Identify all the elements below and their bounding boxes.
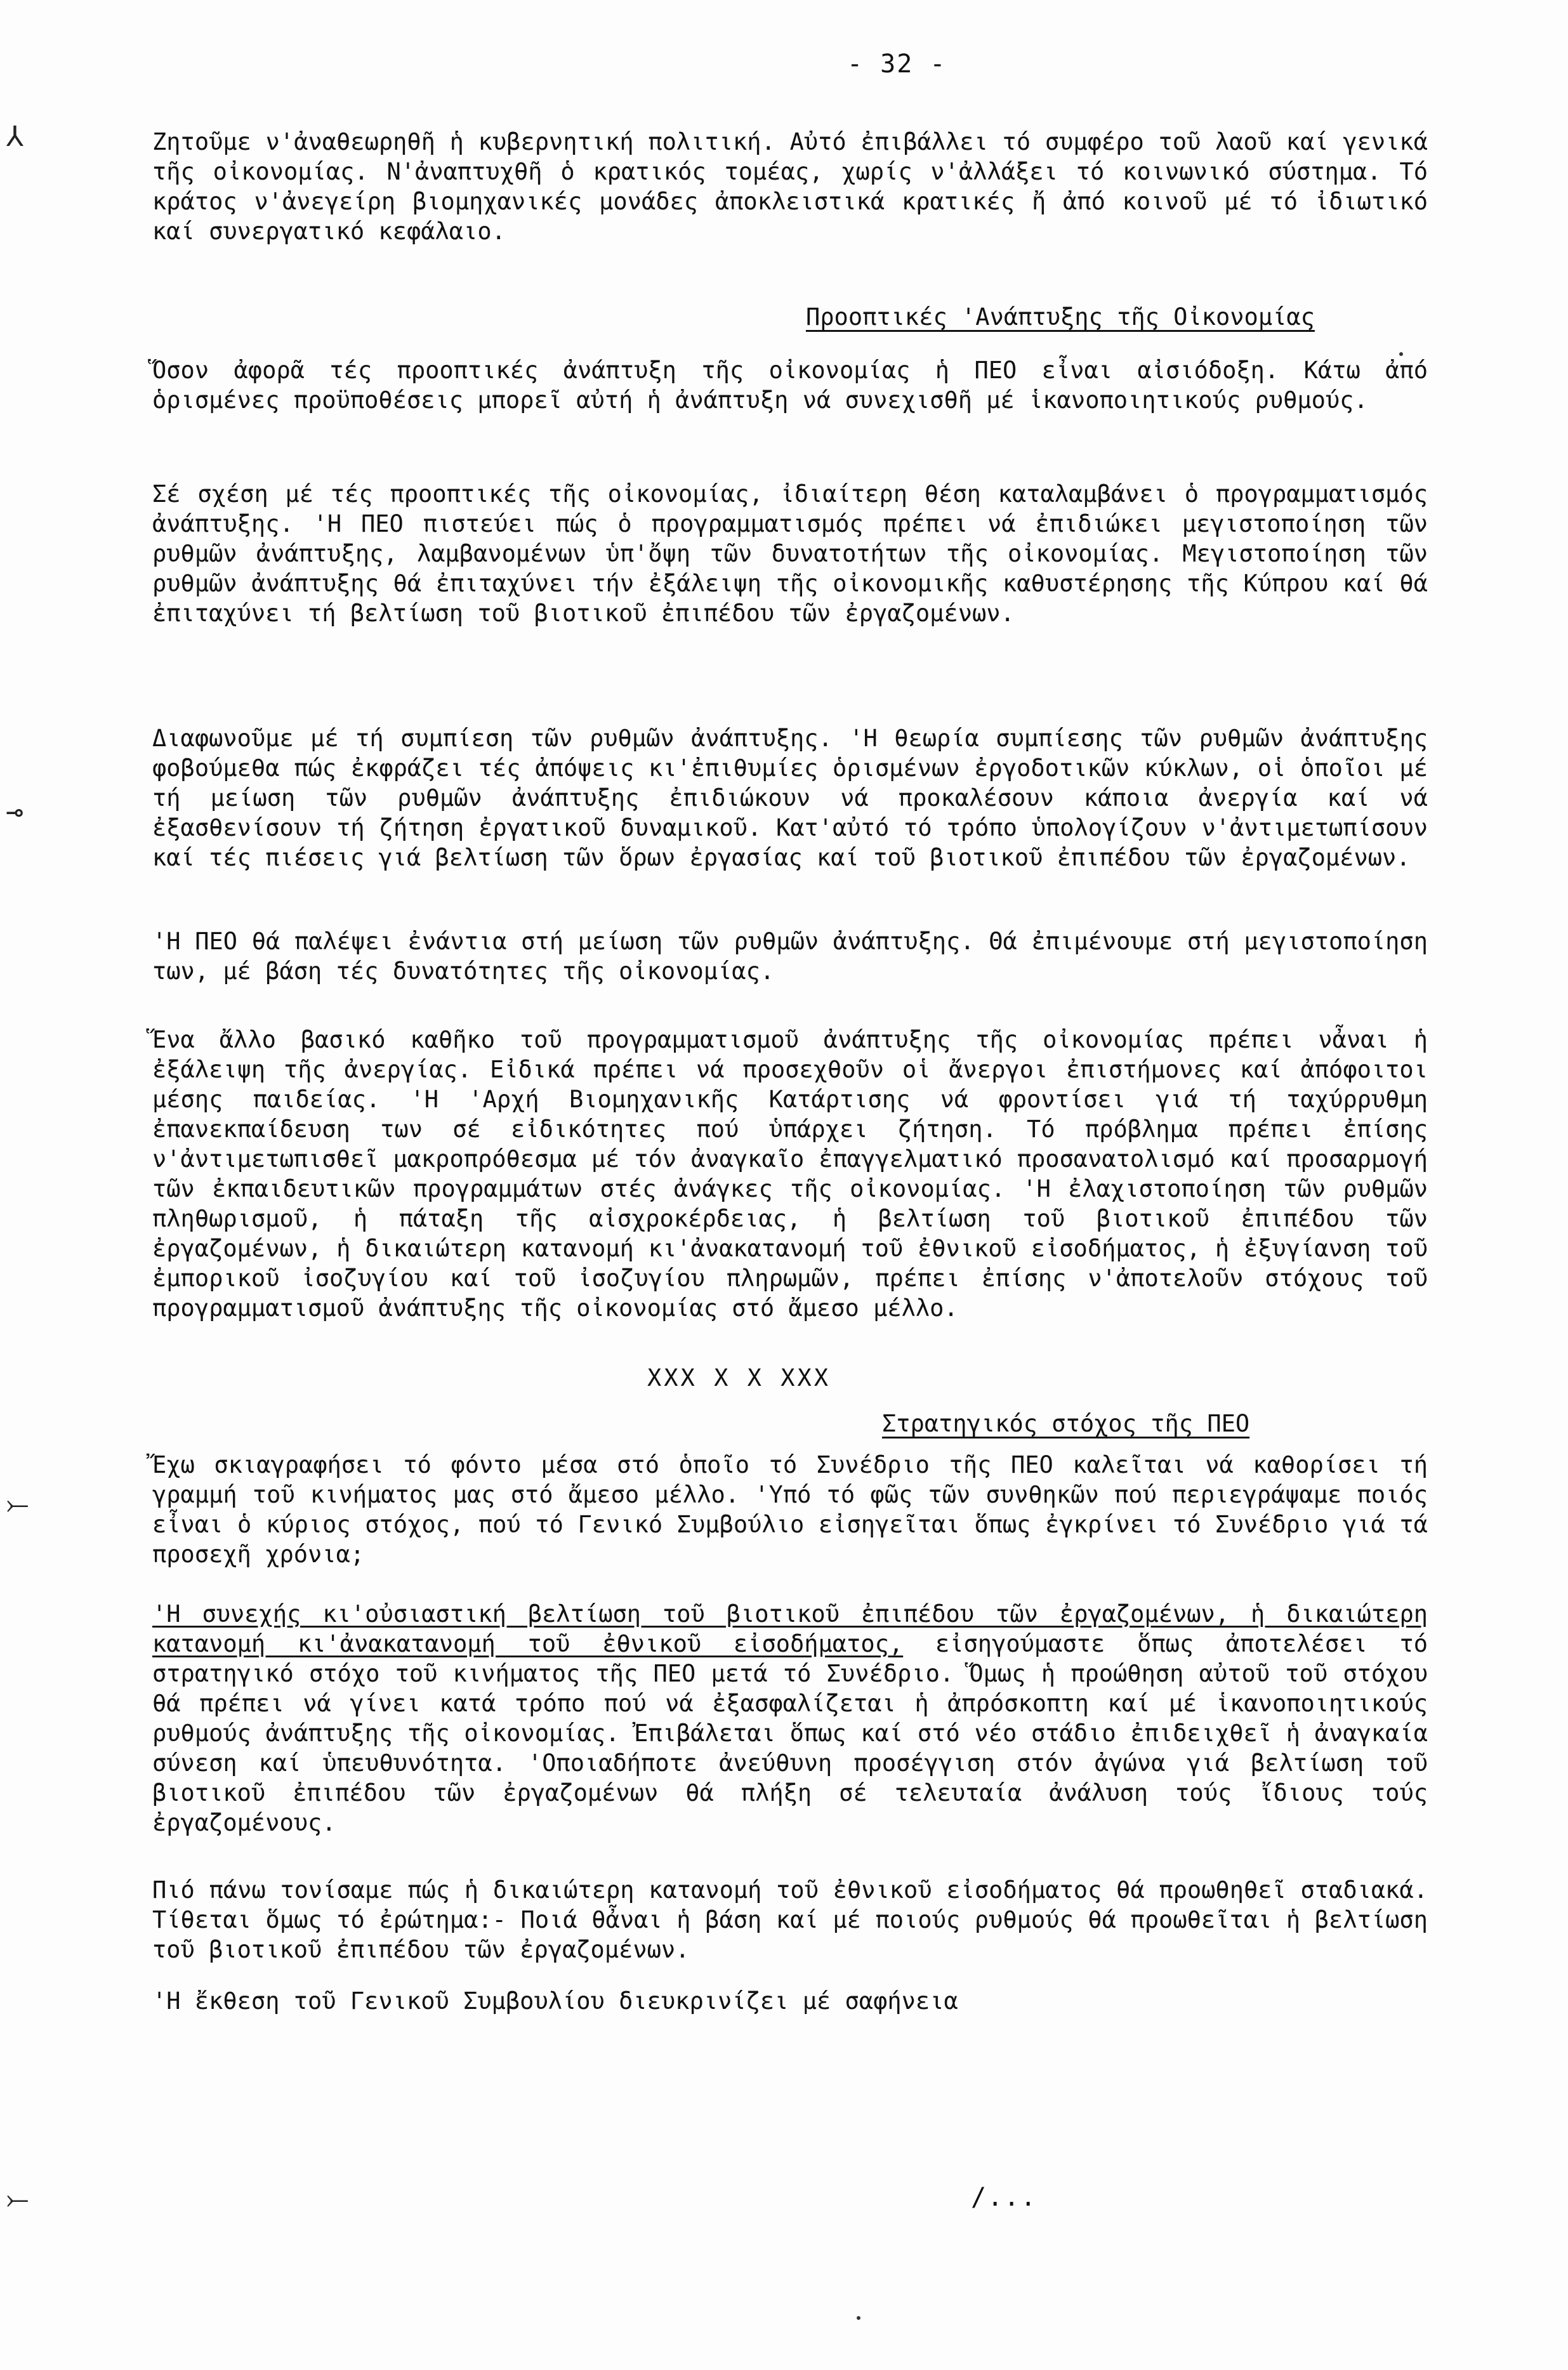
emphasized-goal-statement: 'Η συνεχής κι'οὐσιαστική βελτίωση τοῦ βιοτικοῦ ἐπιπέδου τῶν ἐργαζομένων, ἡ δικαιώτερη κατανομή κι'ἀνακατανομή τοῦ ἐθνικοῦ εἰσοδήματος,	[152, 1600, 1428, 1657]
paragraph-peo-optimistic: Ὅσον ἀφορᾶ τές προοπτικές ἀνάπτυξη τῆς οἰκονομίας ἡ ΠΕΟ εἶναι αἰσιόδοξη. Κάτω ἀπό ὁρισμένες προϋποθέσεις μπορεῖ αὐτή ἡ ἀνάπτυξη νά συνεχισθῆ μέ ἱκανοποιητικούς ρυθμούς.	[152, 357, 1428, 414]
margin-mark: ⤚	[6, 2183, 29, 2215]
paragraph-income-distribution: Πιό πάνω τονίσαμε πώς ἡ δικαιώτερη κατανομή τοῦ ἐθνικοῦ εἰσοδήματος θά προωθηθεῖ σταδιακά. Τίθεται ὅμως τό ἐρώτημα:- Ποιά θἆναι ἡ βάση καί μέ ποιούς ρυθμούς θά προωθεῖται ἡ βελτίωση τοῦ βιοτικοῦ ἐπιπέδου τῶν ἐργαζομένων.	[152, 1876, 1428, 1963]
goal-explanation: εἰσηγούμαστε ὅπως ἀποτελέσει τό στρατηγικό στόχο τοῦ κινήματος τῆς ΠΕΟ μετά τό Συνέδριο. Ὅμως ἡ προώθηση αὐτοῦ τοῦ στόχου θά πρέπει νά γίνει κατά τρόπο πού νά ἐξασφαλίζεται ἡ ἀπρόσκοπτη καί μέ ἱκανοποιητικούς ρυθμούς ἀνάπτυξης τῆς οἰκονομίας. Ἐπιβάλεται ὅπως καί στό νέο στάδιο ἐπιδειχθεῖ ἡ ἀναγκαία σύνεση καί ὑπευθυνότητα. 'Οποιαδήποτε ἀνεύθυνη προσέγγιση στόν ἀγώνα γιά βελτίωση τοῦ βιοτικοῦ ἐπιπέδου τῶν ἐργαζομένων θά πλήξη σέ τελευταία ἀνάλυση τούς ἴδιους τούς ἐργαζομένους.	[152, 1630, 1428, 1836]
paragraph-development-planning: Σέ σχέση μέ τές προοπτικές τῆς οἰκονομίας, ἰδιαίτερη θέση καταλαμβάνει ὁ προγραμματισμός ἀνάπτυξης. 'Η ΠΕΟ πιστεύει πώς ὁ προγραμματισμός πρέπει νά ἐπιδιώκει μεγιστοποίηση τῶν ρυθμῶν ἀνάπτυξης, λαμβανομένων ὑπ'ὄψη τῶν δυνατοτήτων τῆς οἰκονομίας. Μεγιστοποίηση τῶν ρυθμῶν ἀνάπτυξης θά ἐπιταχύνει τήν ἐξάλειψη τῆς οἰκονομικῆς καθυστέρησης τῆς Κύπρου καί θά ἐπιταχύνει τή βελτίωση τοῦ βιοτικοῦ ἐπιπέδου τῶν ἐργαζομένων.	[152, 480, 1428, 627]
paragraph-congress-background: Ἔχω σκιαγραφήσει τό φόντο μέσα στό ὁποῖο τό Συνέδριο τῆς ΠΕΟ καλεῖται νά καθορίσει τή γραμμή τοῦ κινήματος μας στό ἄμεσο μέλλο. 'Υπό τό φῶς τῶν συνθηκῶν πού περιεγράψαμε ποιός εἶναι ὁ κύριος στόχος, πού τό Γενικό Συμβούλιο εἰσηγεῖται ὅπως ἐγκρίνει τό Συνέδριο γιά τά προσεχῆ χρόνια;	[152, 1451, 1428, 1568]
paragraph-government-policy: Ζητοῦμε ν'ἀναθεωρηθῆ ἡ κυβερνητική πολιτική. Αὐτό ἐπιβάλλει τό συμφέρο τοῦ λαοῦ καί γενικά τῆς οἰκονομίας. Ν'ἀναπτυχθῆ ὁ κρατικός τομέας, χωρίς ν'ἀλλάξει τό κοινωνικό σύστημα. Τό κράτος ν'ἀνεγείρη βιομηχανικές μονάδες ἀποκλειστικά κρατικές ἤ ἀπό κοινοῦ μέ τό ἰδιωτικό καί συνεργατικό κεφάλαιο.	[152, 128, 1428, 245]
paragraph-strategic-goal	[152, 1599, 1428, 1838]
paragraph-general-council-report: 'Η ἔκθεση τοῦ Γενικοῦ Συμβουλίου διευκρινίζει μέ σαφήνεια	[152, 1987, 958, 2015]
paragraph-unemployment: Ἕνα ἄλλο βασικό καθῆκο τοῦ προγραμματισμοῦ ἀνάπτυξης τῆς οἰκονομίας πρέπει νἆναι ἡ ἐξάλειψη τῆς ἀνεργίας. Εἰδικά πρέπει νά προσεχθοῦν οἱ ἄνεργοι ἐπιστήμονες καί ἀπόφοιτοι μέσης παιδείας. 'Η 'Αρχή Βιομηχανικῆς Κατάρτισης νά φροντίσει γιά τή ταχύρρυθμη ἐπανεκπαίδευση των σέ εἰδικότητες πού ὑπάρχει ζήτηση. Τό πρόβλημα πρέπει ἐπίσης ν'ἀντιμετωπισθεῖ μακροπρόθεσμα μέ τόν ἀναγκαῖο ἐπαγγελματικό προσανατολισμό καί προσαρμογή τῶν ἐκπαιδευτικῶν προγραμμάτων στές ἀνάγκες τῆς οἰκονομίας. 'Η ἐλαχιστοποίηση τῶν ρυθμῶν πληθωρισμοῦ, ἡ πάταξη τῆς αἰσχροκέρδειας, ἡ βελτίωση τοῦ βιοτικοῦ ἐπιπέδου τῶν ἐργαζομένων, ἡ δικαιώτερη κατανομή κι'ἀνακατανομή τοῦ ἐθνικοῦ εἰσοδήματος, ἡ ἐξυγίανση τοῦ ἐμπορικοῦ ἰσοζυγίου καί τοῦ ἰσοζυγίου πληρωμῶν, πρέπει ἐπίσης ν'ἀποτελοῦν στόχους τοῦ προγραμματισμοῦ ἀνάπτυξης τῆς οἰκονομίας στό ἄμεσο μέλλο.	[152, 1026, 1428, 1322]
page-number: - 32 -	[847, 49, 947, 79]
margin-mark: ⊸	[6, 796, 23, 829]
margin-mark: ⅄	[6, 121, 23, 153]
paragraph-struggle-against-reduction: 'Η ΠΕΟ θά παλέψει ἐνάντια στή μείωση τῶν ρυθμῶν ἀνάπτυξης. Θά ἐπιμένουμε στή μεγιστοποίηση των, μέ βάση τές δυνατότητες τῆς οἰκονομίας.	[152, 928, 1428, 985]
speck	[857, 2316, 860, 2320]
section-heading-strategic-goal: Στρατηγικός στόχος τῆς ΠΕΟ	[882, 1410, 1250, 1437]
section-separator: XXX X X XXX	[647, 1364, 831, 1392]
paragraph-growth-compression: Διαφωνοῦμε μέ τή συμπίεση τῶν ρυθμῶν ἀνάπτυξης. 'Η θεωρία συμπίεσης τῶν ρυθμῶν ἀνάπτυξης φοβούμεθα πώς ἐκφράζει τές ἀπόψεις κι'ἐπιθυμίες ὁρισμένων ἐργοδοτικῶν κύκλων, οἱ ὁποῖοι μέ τή μείωση τῶν ρυθμῶν ἀνάπτυξης ἐπιδιώκουν νά προκαλέσουν κάποια ἀνεργία καί νά ἐξασθενίσουν τή ζήτηση ἐργατικοῦ δυναμικοῦ. Κατ'αὐτό τό τρόπο ὑπολογίζουν ν'ἀντιμετωπίσουν καί τές πιέσεις γιά βελτίωση τῶν ὅρων ἐργασίας καί τοῦ βιοτικοῦ ἐπιπέδου τῶν ἐργαζομένων.	[152, 725, 1428, 871]
continued-marker: /...	[971, 2183, 1038, 2212]
margin-mark: ⤚	[6, 1488, 29, 1520]
section-heading-development-prospects: Προοπτικές 'Ανάπτυξης τῆς Οἰκονομίας	[806, 303, 1315, 331]
